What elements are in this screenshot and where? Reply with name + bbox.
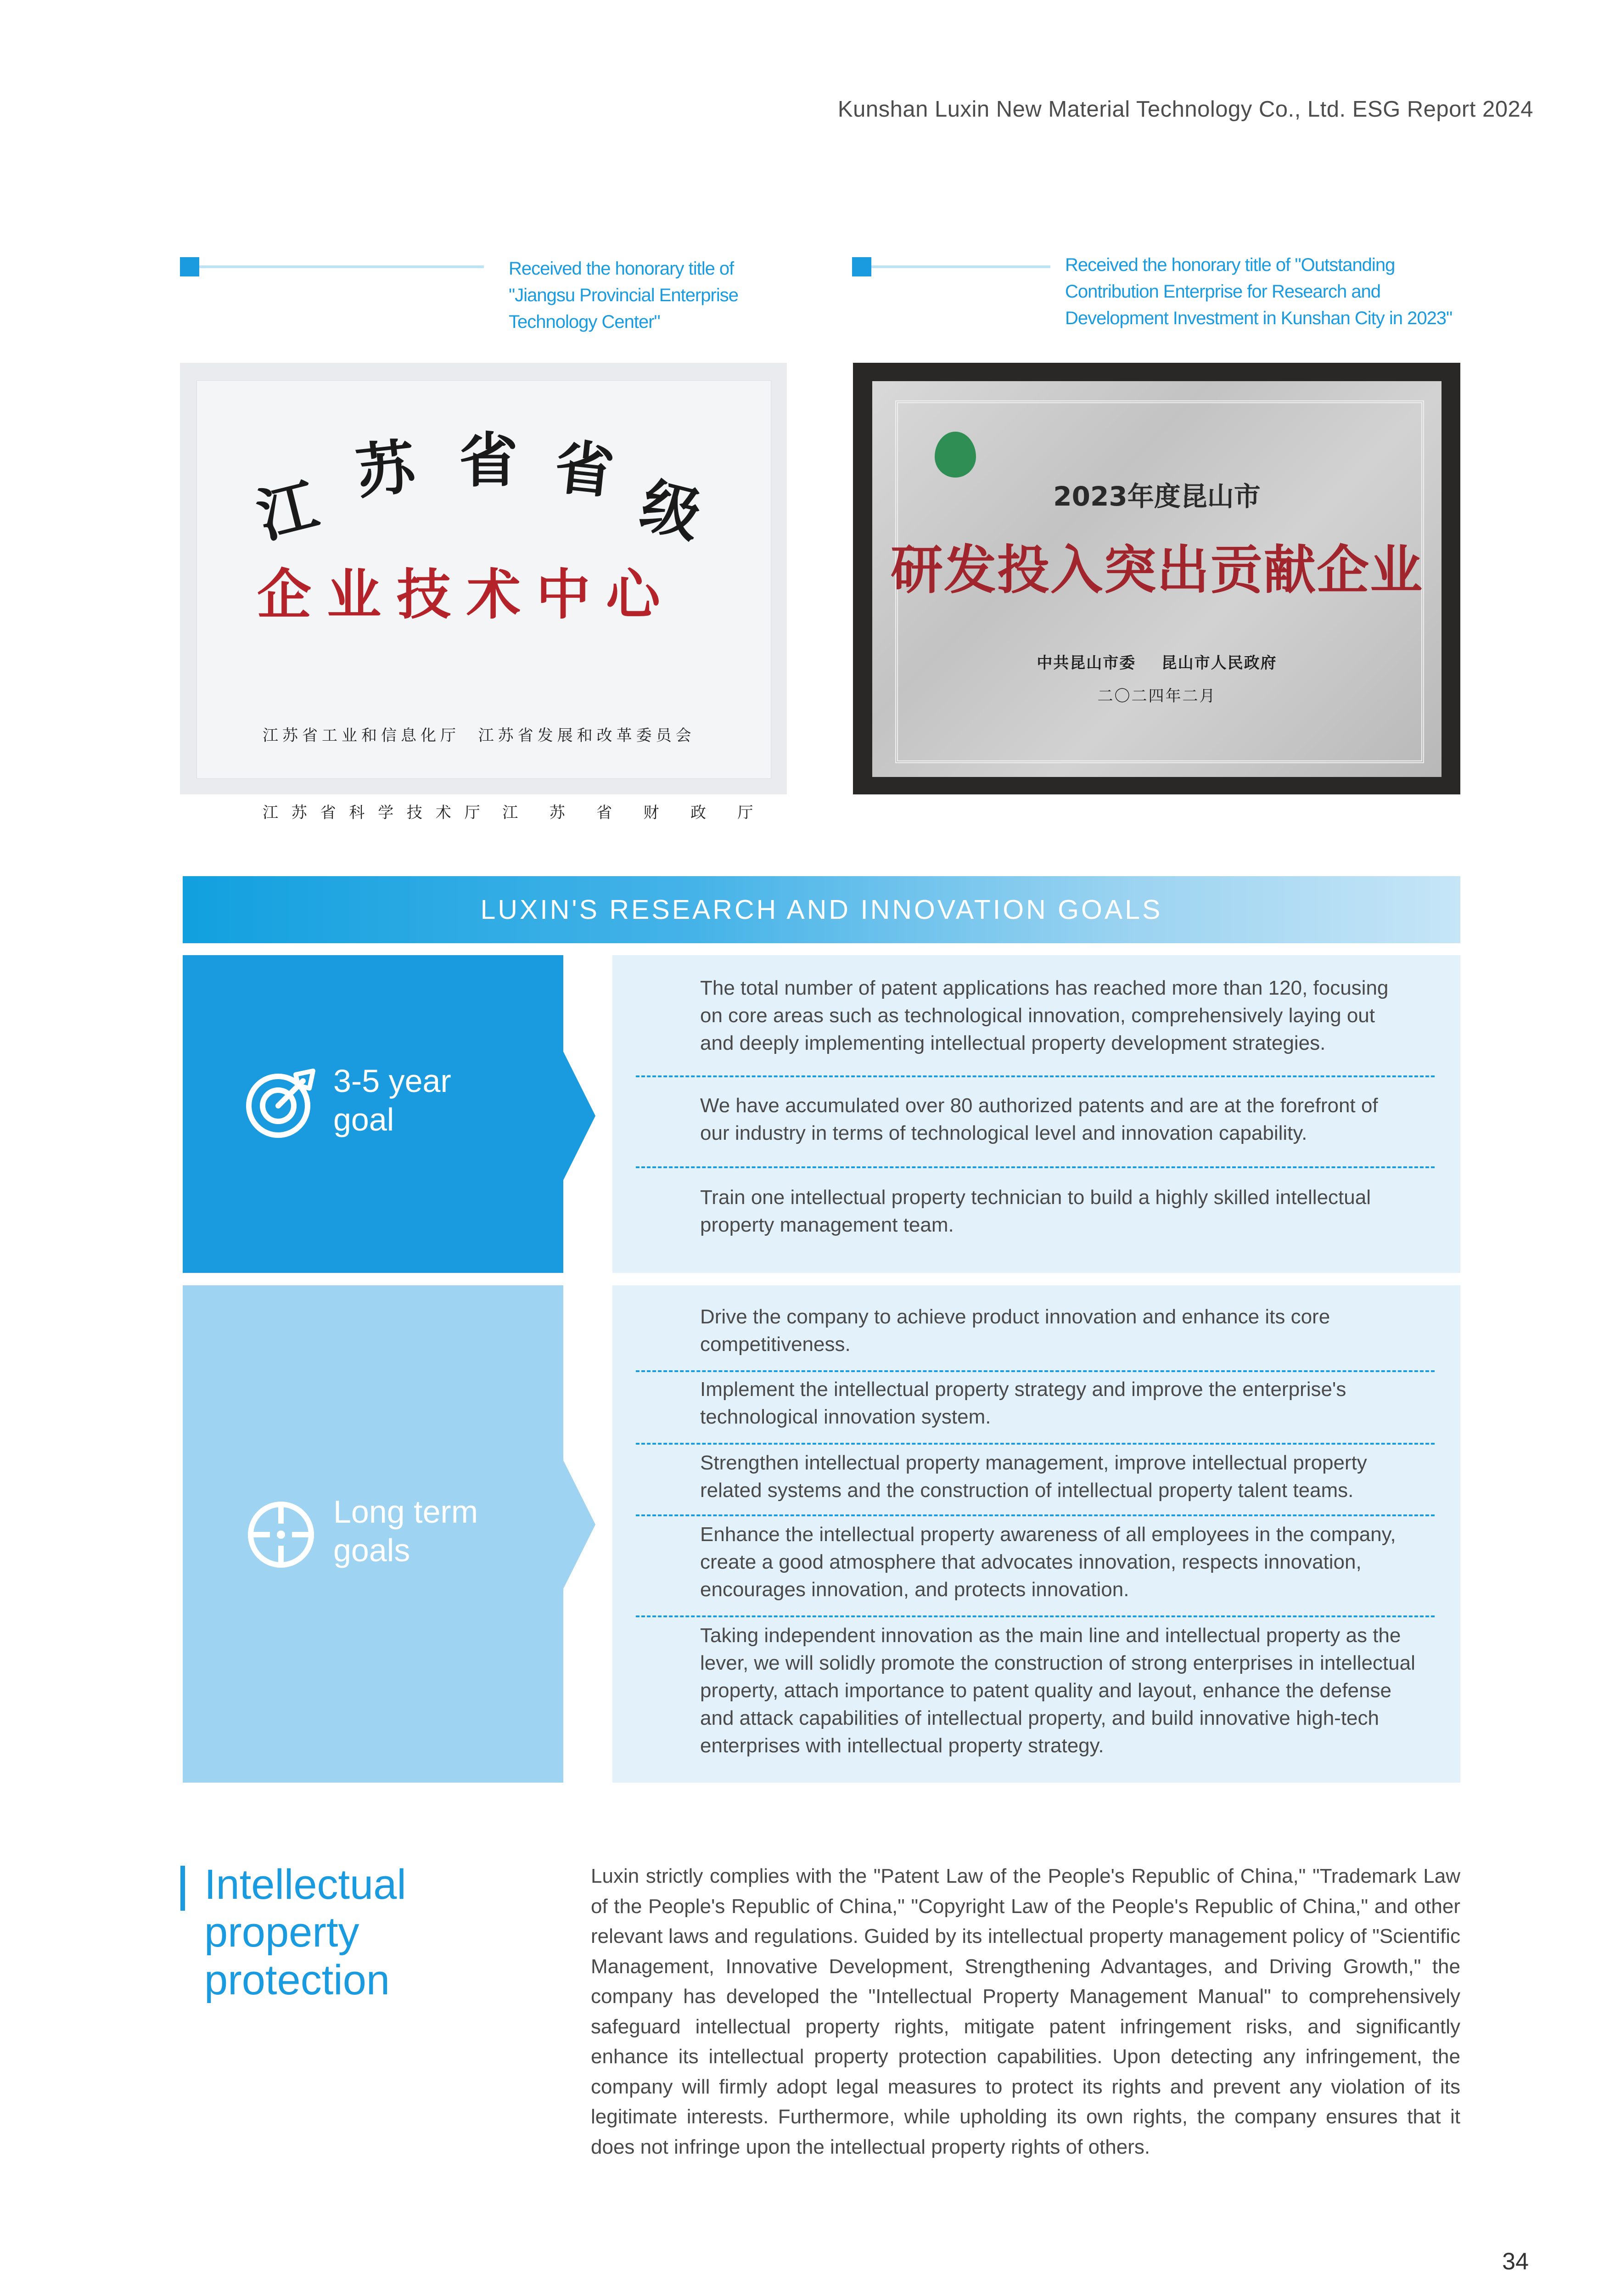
- award-2-caption-line: Development Investment in Kunshan City in 2023": [1065, 308, 1453, 328]
- plaque-1-title-char: 省: [551, 432, 617, 507]
- long-term-goal-title-line: goals: [333, 1532, 410, 1568]
- plaque-2-issuers: 中共昆山市委 昆山市人民政府: [1037, 654, 1277, 672]
- plaque-1-title-char: 江: [251, 470, 325, 551]
- caption-divider: [871, 265, 1050, 268]
- dashed-divider: [636, 1443, 1435, 1445]
- caption-divider: [199, 265, 484, 268]
- leaf-logo-icon: [935, 432, 976, 478]
- plaque-1-issuer-line: 江 苏 省 科 学 技 术 厅 江 苏 省 财 政 厅: [263, 804, 757, 822]
- award-1-caption-line: "Jiangsu Provincial Enterprise: [509, 285, 738, 305]
- goal-item: The total number of patent applications has reached more than 120, focusing on core areas such as technological innovation, comprehensively laying out and deeply implementing intellectual property development strategies.: [700, 977, 1389, 1054]
- goal-item: Enhance the intellectual property awareness of all employees in the company, create a good atmosphere that advocates innovation, respects innovation, encourages innovation, and protects innovation.: [700, 1523, 1396, 1601]
- long-term-goal-title: [333, 1492, 554, 1570]
- goal-item: Implement the intellectual property strategy and improve the enterprise's technological innovation system.: [700, 1378, 1346, 1428]
- award-2-caption-line: Contribution Enterprise for Research and: [1065, 281, 1381, 302]
- dashed-divider: [636, 1370, 1435, 1372]
- goal-item: Taking independent innovation as the main line and intellectual property as the lever, we will solidly promote the construction of strong enterprises in intellectual property, attach importance to patent quality and layout, enhance the defense and attack capabilities of intellectual property, and build innovative high-tech enterprises with intellectual property strategy.: [700, 1624, 1415, 1757]
- plaque-1-title-char: 级: [634, 470, 708, 551]
- short-term-goal-title-line: 3-5 year: [333, 1063, 451, 1099]
- plaque-2-title: 研发投入突出贡献企业: [890, 539, 1423, 601]
- award-2-caption-line: Received the honorary title of "Outstanding: [1065, 255, 1395, 275]
- goal-item: We have accumulated over 80 authorized patents and are at the forefront of our industry in terms of technological level and innovation capability.: [700, 1094, 1378, 1144]
- ip-protection-body: Luxin strictly complies with the "Patent Law of the People's Republic of China," "Trademark Law of the People's Republic of China," "Copyright Law of the People's Republic of China," and other relevant laws and regulations. Guided by its intellectual property management policy of "Scientific Management, Innovative Development, Strengthening Advantages, and Driving Growth," the company has developed the "Intellectual Property Management Manual" to comprehensively safeguard intellectual property rights, mitigate patent infringement risks, and significantly enhance its intellectual property protection capabilities. Upon detecting any infringement, the company will firmly adopt legal measures to protect its rights and prevent any violation of its legitimate interests. Furthermore, while upholding its own rights, the company ensures that it does not infringe upon the intellectual property rights of others.: [591, 1865, 1460, 2158]
- plaque-2-date: 二〇二四年二月: [1097, 687, 1217, 705]
- plaque-2-year-line: 2023年度昆山市: [1053, 481, 1261, 512]
- plaque-1-issuer-line: 江苏省工业和信息化厅 江苏省发展和改革委员会: [263, 726, 696, 745]
- ip-protection-title-line: property: [204, 1909, 359, 1956]
- ip-protection-title-line: protection: [204, 1957, 390, 2003]
- dashed-divider: [636, 1166, 1435, 1168]
- plaque-1-title-char: 省: [459, 426, 518, 495]
- ip-protection-title: [204, 1861, 526, 2004]
- panel-pointer: [563, 1460, 595, 1589]
- target-arrow-icon: [244, 1066, 318, 1140]
- long-term-goal-title-line: Long term: [333, 1494, 478, 1530]
- award-1-caption: [509, 255, 793, 335]
- award-1-caption-line: Received the honorary title of: [509, 259, 734, 279]
- plaque-1-subtitle: 企业技术中心: [257, 563, 676, 626]
- ip-protection-title-line: Intellectual: [204, 1861, 406, 1908]
- goals-banner-title: LUXIN'S RESEARCH AND INNOVATION GOALS: [480, 895, 1163, 925]
- crosshair-icon: [244, 1498, 318, 1571]
- award-1-caption-line: Technology Center": [509, 312, 660, 332]
- caption-marker-icon: [852, 257, 871, 276]
- goal-item: Strengthen intellectual property management, improve intellectual property related systems and the construction of intellectual property talent teams.: [700, 1452, 1367, 1502]
- page-number: 34: [1502, 2248, 1529, 2275]
- report-title: Kunshan Luxin New Material Technology Co., Ltd. ESG Report 2024: [837, 97, 1533, 122]
- plaque-1-title-char: 苏: [353, 432, 419, 507]
- caption-marker-icon: [180, 257, 199, 276]
- section-accent-bar: [180, 1866, 185, 1911]
- dashed-divider: [636, 1514, 1435, 1516]
- award-2-caption: [1065, 252, 1478, 332]
- goal-item: Drive the company to achieve product innovation and enhance its core competitiveness.: [700, 1306, 1330, 1356]
- dashed-divider: [636, 1075, 1435, 1077]
- short-term-goal-title: [333, 1062, 554, 1139]
- panel-pointer: [563, 1052, 595, 1180]
- short-term-goal-title-line: goal: [333, 1102, 394, 1137]
- dashed-divider: [636, 1615, 1435, 1617]
- goal-item: Train one intellectual property technician to build a highly skilled intellectual property management team.: [700, 1186, 1371, 1236]
